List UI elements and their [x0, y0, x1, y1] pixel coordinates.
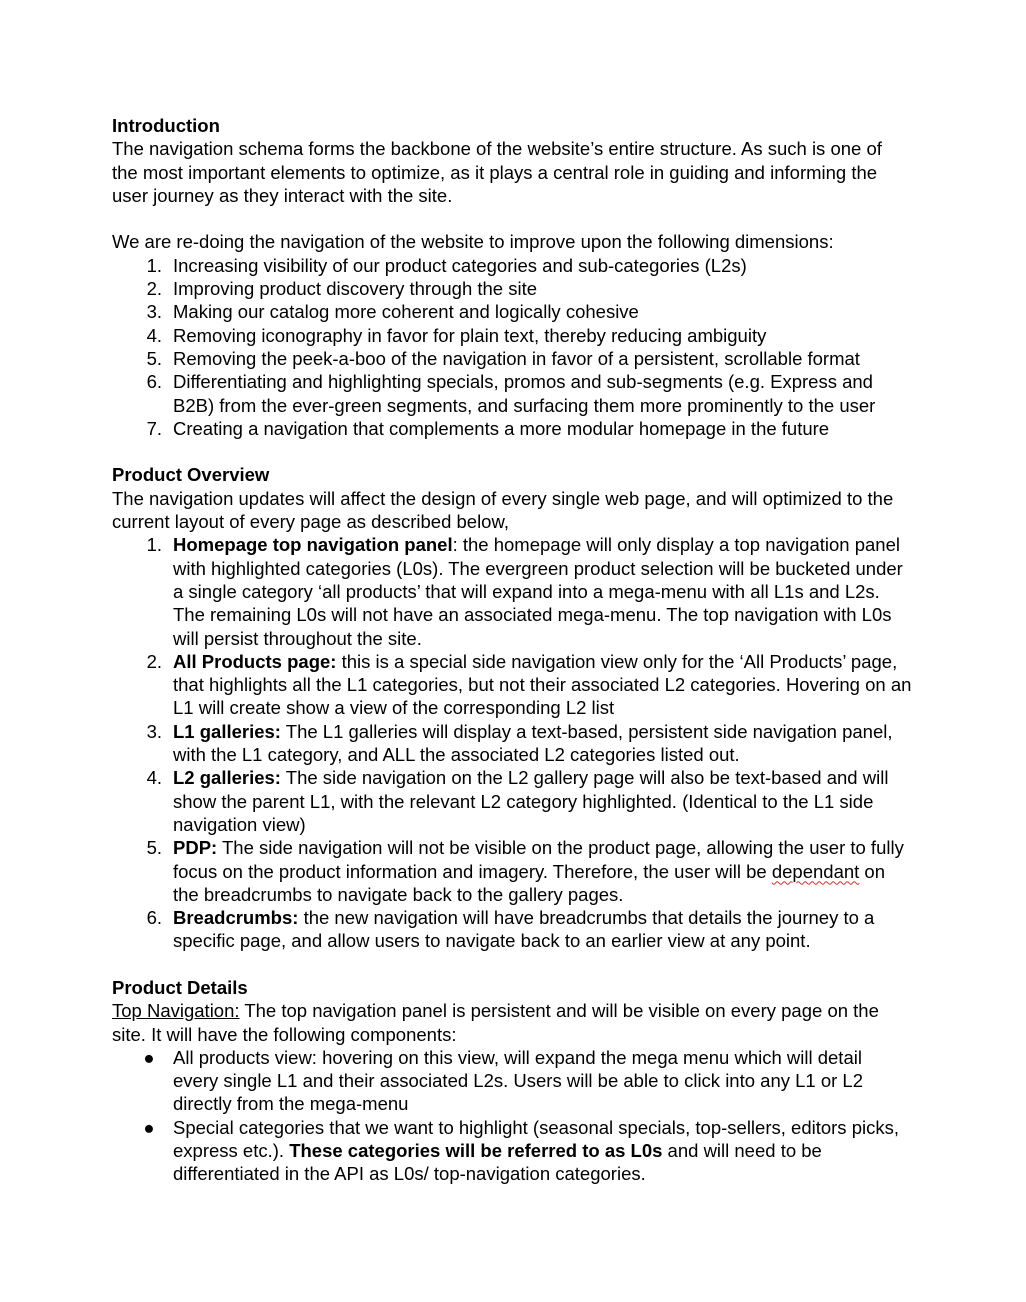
- list-item: [112, 766, 912, 836]
- list-number: 1.: [146, 534, 162, 556]
- top-navigation-text: The top navigation panel is persistent and will be visible on every page on the site. It will have the following components:: [112, 1000, 879, 1045]
- list-text: Creating a navigation that complements a more modular homepage in the future: [173, 417, 830, 439]
- list-item: [112, 324, 912, 347]
- list-number: 4.: [146, 767, 162, 789]
- list-number: 2.: [146, 650, 162, 672]
- list-item: [112, 277, 912, 300]
- dimensions-lead: We are re-doing the navigation of the website to improve upon the following dimensions:: [112, 231, 834, 253]
- list-number: 5.: [146, 347, 162, 369]
- bullet-icon: ●: [143, 1116, 155, 1138]
- list-number: 6.: [146, 371, 162, 393]
- list-text: the new navigation will have breadcrumbs that details the journey to a specific page, and allow users to navigate back to an earlier view at any point.: [173, 907, 875, 952]
- list-bold-term: Homepage top navigation panel: [173, 534, 453, 556]
- list-bold-term: These categories will be referred to as L0s: [289, 1140, 663, 1162]
- dimensions-list: [112, 254, 912, 440]
- list-text: All products view: hovering on this view, will expand the mega menu which will detail every single L1 and their associated L2s. Users will be able to click into any L1 or L2 directly from the mega-menu: [173, 1046, 864, 1115]
- list-bold-term: All Products page:: [173, 650, 337, 672]
- list-text: this is a special side navigation view only for the ‘All Products’ page, that highlights all the L1 categories, but not their associated L2 categories. Hovering on an L1 will create show a view of the corresponding L2 list: [173, 650, 912, 719]
- top-navigation-paragraph: [112, 999, 912, 1046]
- list-text: Special categories that we want to highlight (seasonal specials, top-sellers, editors picks, express etc.).: [173, 1116, 899, 1162]
- list-item: [112, 417, 912, 440]
- list-item: [112, 720, 912, 767]
- list-number: 3.: [146, 301, 162, 323]
- list-text: Removing iconography in favor for plain text, thereby reducing ambiguity: [173, 324, 767, 346]
- list-text: : the homepage will only display a top navigation panel with highlighted categories (L0s). The evergreen product selection will be bucketed under a single category ‘all products’ that will expand into a mega-menu with all L1s and L2s. The remaining L0s will not have an associated mega-menu. The top navigation with L0s will persist throughout the site.: [173, 534, 903, 649]
- list-item: [112, 1046, 912, 1116]
- list-number: 6.: [146, 907, 162, 929]
- introduction-paragraph: The navigation schema forms the backbone of the website’s entire structure. As such is one of the most important elements to optimize, as it plays a central role in guiding and informing the user journey as they interact with the site.: [112, 138, 882, 206]
- list-text: Differentiating and highlighting specials, promos and sub-segments (e.g. Express and B2B) from the ever-green segments, and surfacing them more prominently to the user: [173, 371, 876, 416]
- list-bold-term: PDP:: [173, 837, 218, 859]
- document-page: [112, 114, 912, 1186]
- list-number: 5.: [146, 837, 162, 859]
- list-text: Removing the peek-a-boo of the navigation in favor of a persistent, scrollable format: [173, 347, 860, 369]
- list-bold-term: Breadcrumbs:: [173, 907, 299, 929]
- list-text: The L1 galleries will display a text-based, persistent side navigation panel, with the L1 category, and ALL the associated L2 categories listed out.: [173, 720, 893, 766]
- list-number: 3.: [146, 720, 162, 742]
- product-overview-heading: Product Overview: [112, 464, 270, 486]
- list-text: The side navigation will not be visible on the product page, allowing the user to fully focus on the product information and imagery. Therefore, the user will be: [173, 837, 904, 882]
- list-text: and will need to be differentiated in the API as L0s/ top-navigation categories.: [173, 1140, 822, 1185]
- list-item: [112, 300, 912, 323]
- list-number: 7.: [146, 417, 162, 439]
- overview-list: [112, 533, 912, 952]
- introduction-heading: Introduction: [112, 115, 220, 136]
- list-number: 4.: [146, 324, 162, 346]
- list-item: [112, 906, 912, 953]
- list-item: [112, 347, 912, 370]
- list-item: [112, 650, 912, 720]
- list-number: 2.: [146, 278, 162, 300]
- components-list: [112, 1046, 912, 1186]
- product-details-heading: Product Details: [112, 976, 248, 998]
- list-text: Making our catalog more coherent and logically cohesive: [173, 301, 639, 323]
- list-item: [112, 254, 912, 277]
- list-bold-term: L1 galleries:: [173, 720, 281, 742]
- list-text: on the breadcrumbs to navigate back to the gallery pages.: [173, 860, 886, 905]
- list-item: [112, 533, 912, 649]
- list-number: 1.: [146, 254, 162, 276]
- bullet-icon: ●: [143, 1046, 155, 1068]
- list-bold-term: L2 galleries:: [173, 767, 281, 789]
- list-text: Improving product discovery through the site: [173, 278, 538, 300]
- list-item: [112, 1116, 912, 1186]
- list-text: The side navigation on the L2 gallery page will also be text-based and will show the parent L1, with the relevant L2 category highlighted. (Identical to the L1 side navigation view): [173, 767, 889, 835]
- spelling-flagged-word[interactable]: dependant: [771, 860, 860, 882]
- list-item: [112, 836, 912, 906]
- list-item: [112, 370, 912, 417]
- list-text: Increasing visibility of our product categories and sub-categories (L2s): [173, 254, 747, 276]
- top-navigation-label: Top Navigation:: [112, 1000, 240, 1022]
- product-overview-paragraph: The navigation updates will affect the design of every single web page, and will optimized to the current layout of every page as described below,: [112, 487, 894, 533]
